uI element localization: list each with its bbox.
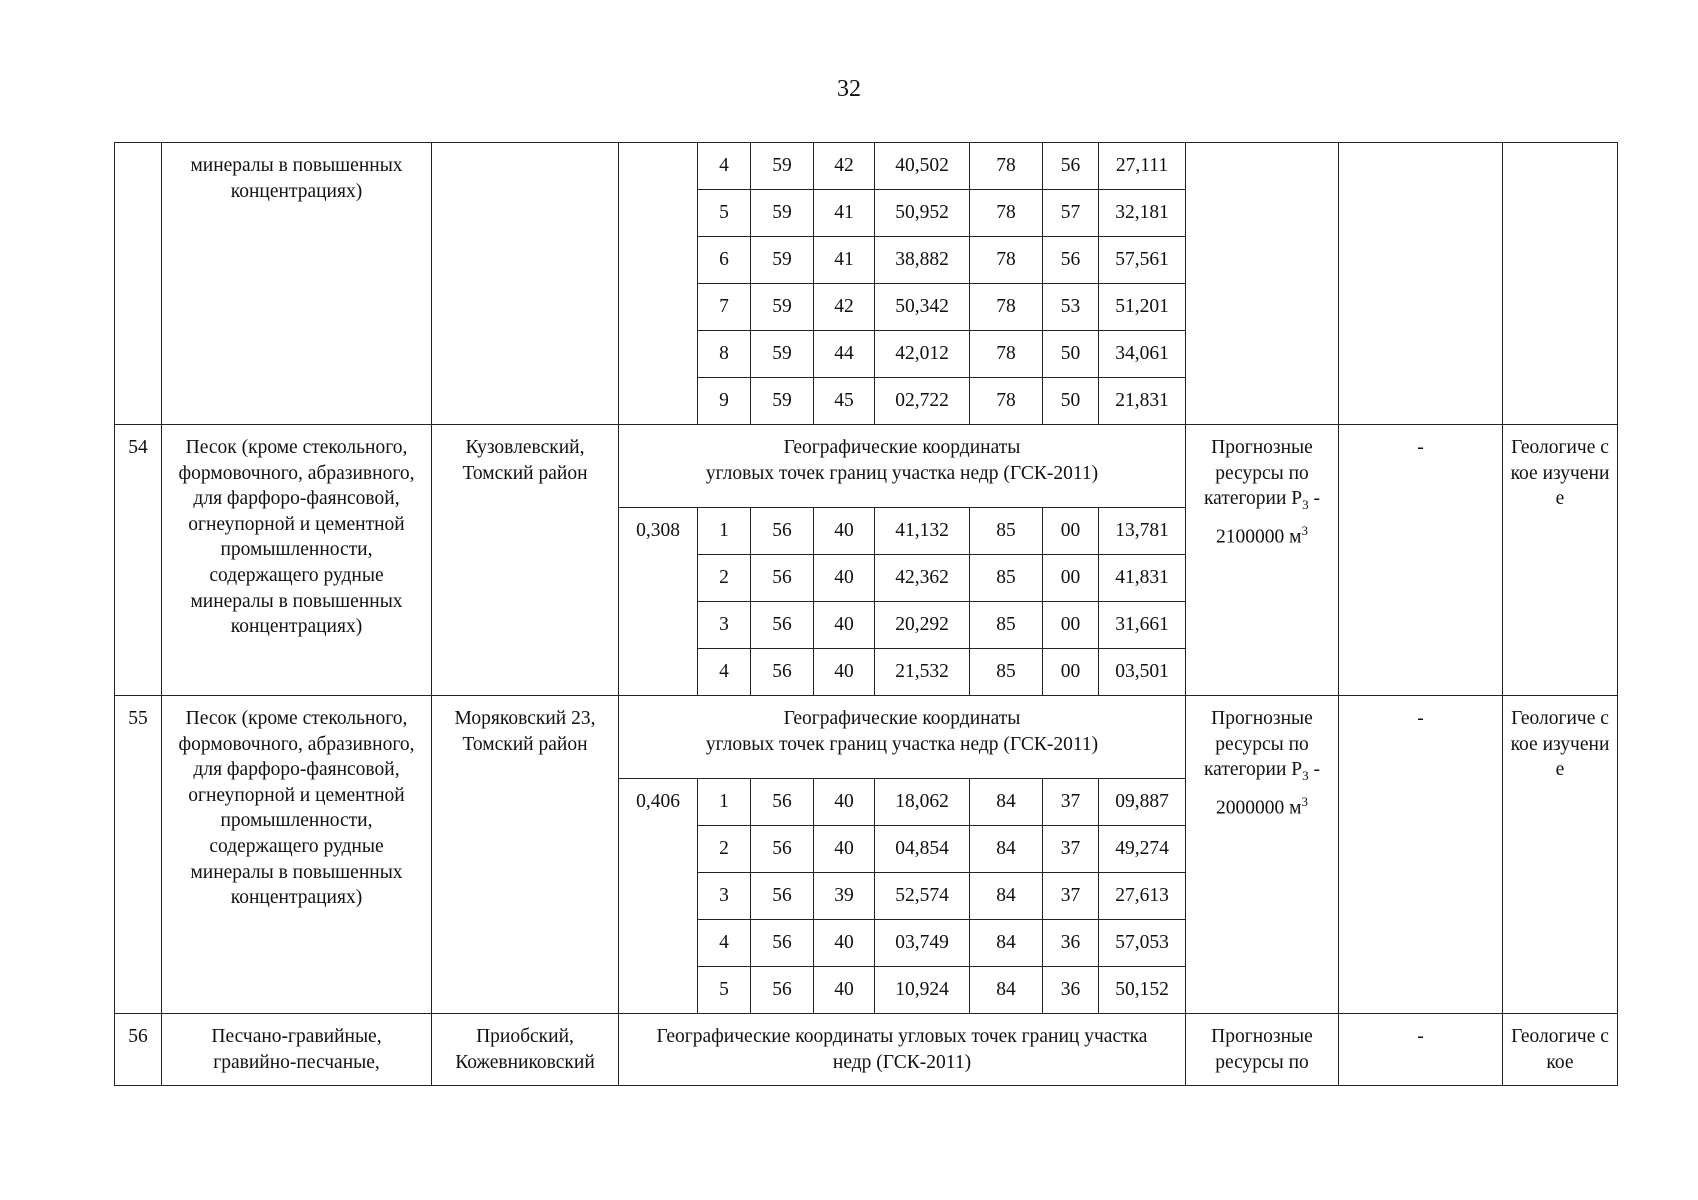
lat-seconds: 20,292	[875, 602, 970, 649]
dash: -	[1339, 425, 1503, 696]
entry-number: 56	[115, 1014, 162, 1086]
lon-degrees: 85	[970, 508, 1043, 555]
point-number: 5	[698, 967, 751, 1014]
description: Песчано-гравийные, гравийно-песчаные,	[162, 1014, 432, 1086]
purpose-cell	[1503, 143, 1618, 425]
point-number: 2	[698, 555, 751, 602]
lat-seconds: 50,342	[875, 284, 970, 331]
description: Песок (кроме стекольного, формовочного, абразивного, для фарфоро-фаянсовой, огнеупорной и цементной промышленности, содержащего рудные минералы в повышенных концентрациях)	[162, 696, 432, 1014]
point-number: 1	[698, 508, 751, 555]
lat-degrees: 59	[751, 284, 814, 331]
resources-category-subscript: 3	[1302, 497, 1309, 513]
lat-degrees: 56	[751, 649, 814, 696]
lon-degrees: 85	[970, 555, 1043, 602]
lat-seconds: 03,749	[875, 920, 970, 967]
lat-seconds: 42,012	[875, 331, 970, 378]
resources-unit-superscript: 3	[1301, 793, 1308, 809]
resources-dash: -	[1308, 488, 1320, 510]
lon-degrees: 84	[970, 920, 1043, 967]
dash-cell	[1339, 143, 1503, 425]
lon-seconds: 51,201	[1099, 284, 1186, 331]
lon-minutes: 37	[1043, 826, 1099, 873]
coordinates-header-line-1: Географические координаты	[783, 437, 1021, 458]
lat-seconds: 50,952	[875, 190, 970, 237]
coordinates-header-line-2: угловых точек границ участка недр (ГСК-2011)	[705, 733, 1099, 755]
entry-number: 55	[115, 696, 162, 1014]
table-row	[115, 143, 1618, 190]
location: Моряковский 23, Томский район	[432, 696, 619, 1014]
entry-number: 54	[115, 425, 162, 696]
lat-seconds: 21,532	[875, 649, 970, 696]
purpose: Геологиче ское изучение	[1503, 696, 1618, 1014]
lon-minutes: 57	[1043, 190, 1099, 237]
point-number: 7	[698, 284, 751, 331]
lat-minutes: 42	[814, 284, 875, 331]
lat-degrees: 56	[751, 602, 814, 649]
resources-line-1: Прогнозные	[1211, 437, 1313, 458]
point-number: 8	[698, 331, 751, 378]
lon-degrees: 85	[970, 649, 1043, 696]
resources-line-2: ресурсы по	[1215, 462, 1309, 484]
lon-degrees: 84	[970, 779, 1043, 826]
area: 0,308	[619, 508, 698, 696]
point-number: 4	[698, 649, 751, 696]
resources-amount: 2100000 м	[1216, 526, 1302, 548]
lon-seconds: 57,561	[1099, 237, 1186, 284]
lat-minutes: 45	[814, 378, 875, 425]
table-row	[115, 425, 1618, 508]
lat-seconds: 38,882	[875, 237, 970, 284]
lat-minutes: 40	[814, 602, 875, 649]
lon-minutes: 00	[1043, 602, 1099, 649]
lat-seconds: 42,362	[875, 555, 970, 602]
lon-minutes: 00	[1043, 508, 1099, 555]
lat-degrees: 56	[751, 920, 814, 967]
lat-minutes: 40	[814, 920, 875, 967]
point-number: 4	[698, 920, 751, 967]
coordinates-header: Географические координаты угловых точек границ участка недр (ГСК-2011)	[619, 1014, 1186, 1086]
lon-seconds: 32,181	[1099, 190, 1186, 237]
lat-seconds: 02,722	[875, 378, 970, 425]
coordinates-header-line-1: Географические координаты	[783, 708, 1021, 729]
lon-minutes: 00	[1043, 649, 1099, 696]
lon-seconds: 09,887	[1099, 779, 1186, 826]
lat-minutes: 40	[814, 967, 875, 1014]
table-row	[115, 696, 1618, 779]
lon-seconds: 41,831	[1099, 555, 1186, 602]
lon-degrees: 84	[970, 873, 1043, 920]
description: Песок (кроме стекольного, формовочного, абразивного, для фарфоро-фаянсовой, огнеупорной и цементной промышленности, содержащего рудные минералы в повышенных концентрациях)	[162, 425, 432, 696]
lon-seconds: 13,781	[1099, 508, 1186, 555]
point-number: 2	[698, 826, 751, 873]
lon-seconds: 50,152	[1099, 967, 1186, 1014]
lat-minutes: 39	[814, 873, 875, 920]
lon-degrees: 78	[970, 237, 1043, 284]
lat-seconds: 40,502	[875, 143, 970, 190]
lon-seconds: 21,831	[1099, 378, 1186, 425]
lon-seconds: 03,501	[1099, 649, 1186, 696]
lon-minutes: 36	[1043, 967, 1099, 1014]
entry-number-cell	[115, 143, 162, 425]
lat-seconds: 52,574	[875, 873, 970, 920]
lon-minutes: 56	[1043, 143, 1099, 190]
point-number: 1	[698, 779, 751, 826]
lon-degrees: 78	[970, 331, 1043, 378]
point-number: 3	[698, 602, 751, 649]
lon-seconds: 57,053	[1099, 920, 1186, 967]
lon-seconds: 27,111	[1099, 143, 1186, 190]
resources-unit-superscript: 3	[1301, 522, 1308, 538]
resources-table	[114, 142, 1618, 1086]
table-row	[115, 1014, 1618, 1086]
lon-degrees: 85	[970, 602, 1043, 649]
lat-degrees: 56	[751, 555, 814, 602]
resources-line-2: ресурсы по	[1215, 733, 1309, 755]
point-number: 9	[698, 378, 751, 425]
lon-minutes: 53	[1043, 284, 1099, 331]
lat-minutes: 40	[814, 555, 875, 602]
lat-degrees: 59	[751, 237, 814, 284]
lon-seconds: 27,613	[1099, 873, 1186, 920]
lon-minutes: 36	[1043, 920, 1099, 967]
lat-minutes: 40	[814, 779, 875, 826]
description-cell: минералы в повышенных концентрациях)	[162, 143, 432, 425]
lat-seconds: 04,854	[875, 826, 970, 873]
purpose: Геологиче ское	[1503, 1014, 1618, 1086]
location: Кузовлевский, Томский район	[432, 425, 619, 696]
lat-minutes: 40	[814, 508, 875, 555]
lon-minutes: 50	[1043, 378, 1099, 425]
page-number: 32	[837, 76, 861, 102]
lon-seconds: 49,274	[1099, 826, 1186, 873]
resources-cell	[1186, 143, 1339, 425]
point-number: 5	[698, 190, 751, 237]
lat-seconds: 10,924	[875, 967, 970, 1014]
coordinates-header	[619, 425, 1186, 508]
lon-minutes: 37	[1043, 873, 1099, 920]
lat-degrees: 59	[751, 331, 814, 378]
point-number: 4	[698, 143, 751, 190]
lat-degrees: 56	[751, 873, 814, 920]
lat-minutes: 41	[814, 237, 875, 284]
point-number: 6	[698, 237, 751, 284]
resources-category: категории Р	[1204, 759, 1303, 781]
coordinates-header-line-2: угловых точек границ участка недр (ГСК-2011)	[705, 462, 1099, 484]
lat-minutes: 44	[814, 331, 875, 378]
lat-degrees: 56	[751, 967, 814, 1014]
location: Приобский, Кожевниковский	[432, 1014, 619, 1086]
lat-degrees: 56	[751, 508, 814, 555]
lat-degrees: 59	[751, 190, 814, 237]
lat-degrees: 59	[751, 143, 814, 190]
lat-degrees: 56	[751, 826, 814, 873]
point-number: 3	[698, 873, 751, 920]
lon-degrees: 78	[970, 190, 1043, 237]
lon-degrees: 78	[970, 378, 1043, 425]
lat-seconds: 18,062	[875, 779, 970, 826]
resources-line-1: Прогнозные	[1211, 708, 1313, 729]
resources-category: категории Р	[1204, 488, 1303, 510]
lon-minutes: 50	[1043, 331, 1099, 378]
resources	[1186, 696, 1339, 1014]
resources-dash: -	[1308, 759, 1320, 781]
lon-degrees: 78	[970, 143, 1043, 190]
lon-degrees: 84	[970, 967, 1043, 1014]
lat-degrees: 56	[751, 779, 814, 826]
lat-seconds: 41,132	[875, 508, 970, 555]
lon-degrees: 78	[970, 284, 1043, 331]
resources	[1186, 425, 1339, 696]
area: 0,406	[619, 779, 698, 1014]
lon-minutes: 37	[1043, 779, 1099, 826]
resources-category-subscript: 3	[1302, 768, 1309, 784]
resources: Прогнозные ресурсы по	[1186, 1014, 1339, 1086]
lat-minutes: 40	[814, 649, 875, 696]
location-cell	[432, 143, 619, 425]
lat-minutes: 42	[814, 143, 875, 190]
dash: -	[1339, 1014, 1503, 1086]
lat-minutes: 40	[814, 826, 875, 873]
coordinates-header	[619, 696, 1186, 779]
purpose: Геологиче ское изучение	[1503, 425, 1618, 696]
lon-seconds: 34,061	[1099, 331, 1186, 378]
lon-minutes: 56	[1043, 237, 1099, 284]
resources-amount: 2000000 м	[1216, 797, 1302, 819]
area-cell	[619, 143, 698, 425]
lat-minutes: 41	[814, 190, 875, 237]
dash: -	[1339, 696, 1503, 1014]
lat-degrees: 59	[751, 378, 814, 425]
lon-minutes: 00	[1043, 555, 1099, 602]
lon-seconds: 31,661	[1099, 602, 1186, 649]
lon-degrees: 84	[970, 826, 1043, 873]
